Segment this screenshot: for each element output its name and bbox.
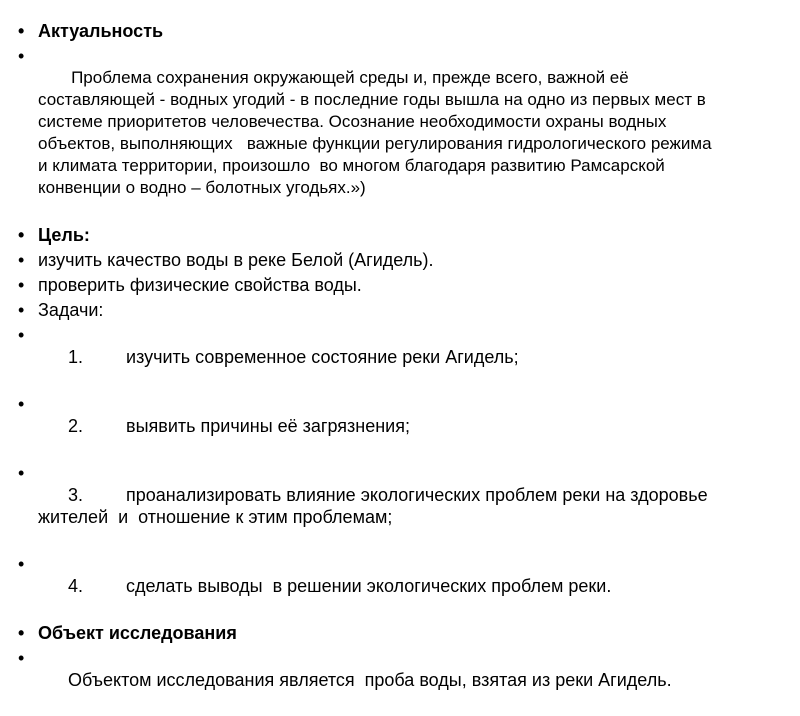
object-paragraph: [18, 647, 718, 713]
heading-object: [18, 622, 718, 644]
task-item-4-number: 4.: [68, 576, 84, 596]
task-item-3-number: 3.: [68, 485, 84, 505]
heading-goal-text: Цель:: [38, 225, 90, 245]
task-item-2-text: выявить причины её загрязнения;: [126, 416, 410, 436]
heading-tasks-text: Задачи:: [38, 300, 104, 320]
task-item-1: [18, 324, 718, 390]
task-item-1-number: 1.: [68, 347, 84, 367]
goal-item-1: [18, 249, 718, 271]
bullet-list: [18, 20, 718, 716]
relevance-text: Проблема сохранения окружающей среды и, прежде всего, важной её составляющей - водных угодий - в последние годы вышла на одно из первых мест в системе приоритетов человечества. Осознание необходимости охраны водных объектов, выполняющих важные функции регулирования гидрологического режима и климата территории, произошло во многом благодаря развитию Рамсарской конвенции о водно – болотных угодьях.»): [38, 68, 717, 197]
object-text: Объектом исследования является проба воды, взятая из реки Агидель.: [68, 670, 672, 690]
relevance-paragraph: [18, 45, 718, 221]
task-item-1-text: изучить современное состояние реки Агидель;: [126, 347, 519, 367]
heading-object-text: Объект исследования: [38, 623, 237, 643]
task-item-2-number: 2.: [68, 416, 84, 436]
task-item-4: [18, 553, 718, 619]
heading-relevance: [18, 20, 718, 42]
goal-item-1-text: изучить качество воды в реке Белой (Агидель).: [38, 250, 434, 270]
task-item-2: [18, 393, 718, 459]
heading-relevance-text: Актуальность: [38, 21, 164, 41]
goal-item-2: [18, 274, 718, 296]
heading-goal: [18, 224, 718, 246]
goal-item-2-text: проверить физические свойства воды.: [38, 275, 362, 295]
heading-tasks: [18, 299, 718, 321]
task-item-3-text: проанализировать влияние экологических проблем реки на здоровье жителей и отношение к этим проблемам;: [38, 485, 713, 527]
task-item-4-text: сделать выводы в решении экологических проблем реки.: [126, 576, 612, 596]
task-item-3: [18, 462, 718, 550]
